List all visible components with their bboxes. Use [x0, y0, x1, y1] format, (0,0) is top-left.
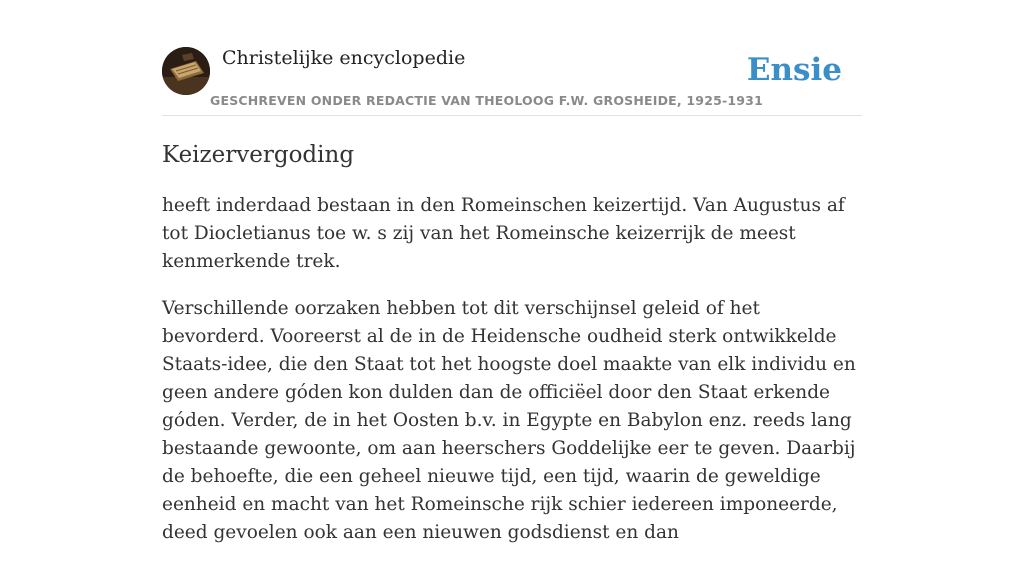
book-cover-avatar[interactable]: [162, 47, 210, 95]
book-title[interactable]: Christelijke encyclopedie: [222, 47, 466, 69]
article-paragraph: Verschillende oorzaken hebben tot dit verschijnsel geleid of het bevorderd. Vooreerst al de in de Heidensche oudheid sterk ontwikkelde Staats-idee, die den Staat tot het hoogste doel maakte van elk individu en geen andere góden kon dulden dan de officiëel door den Staat erkende góden. Verder, de in het Oosten b.v. in Egypte en Babylon enz. reeds lang bestaande gewoonte, om aan heerschers Goddelijke eer te geven. Daarbij de behoefte, die een geheel nieuwe tijd, een tijd, waarin de geweldige eenheid en macht van het Romeinsche rijk schier iedereen imponeerde, deed gevoelen ook aan een nieuwen godsdienst en dan: [162, 298, 856, 543]
book-subtitle: GESCHREVEN ONDER REDACTIE VAN THEOLOOG F.W. GROSHEIDE, 1925-1931: [210, 93, 763, 108]
book-cover-image: [162, 47, 210, 95]
ensie-logo-link[interactable]: Ensie: [746, 52, 842, 88]
article-paragraph: heeft inderdaad bestaan in den Romeinschen keizertijd. Van Augustus af tot Diocletianus toe w. s zij van het Romeinsche keizerrijk de meest kenmerkende trek.: [162, 195, 845, 272]
article-title: Keizervergoding: [162, 142, 355, 168]
header-divider: [162, 115, 862, 116]
article-body: [162, 192, 862, 566]
